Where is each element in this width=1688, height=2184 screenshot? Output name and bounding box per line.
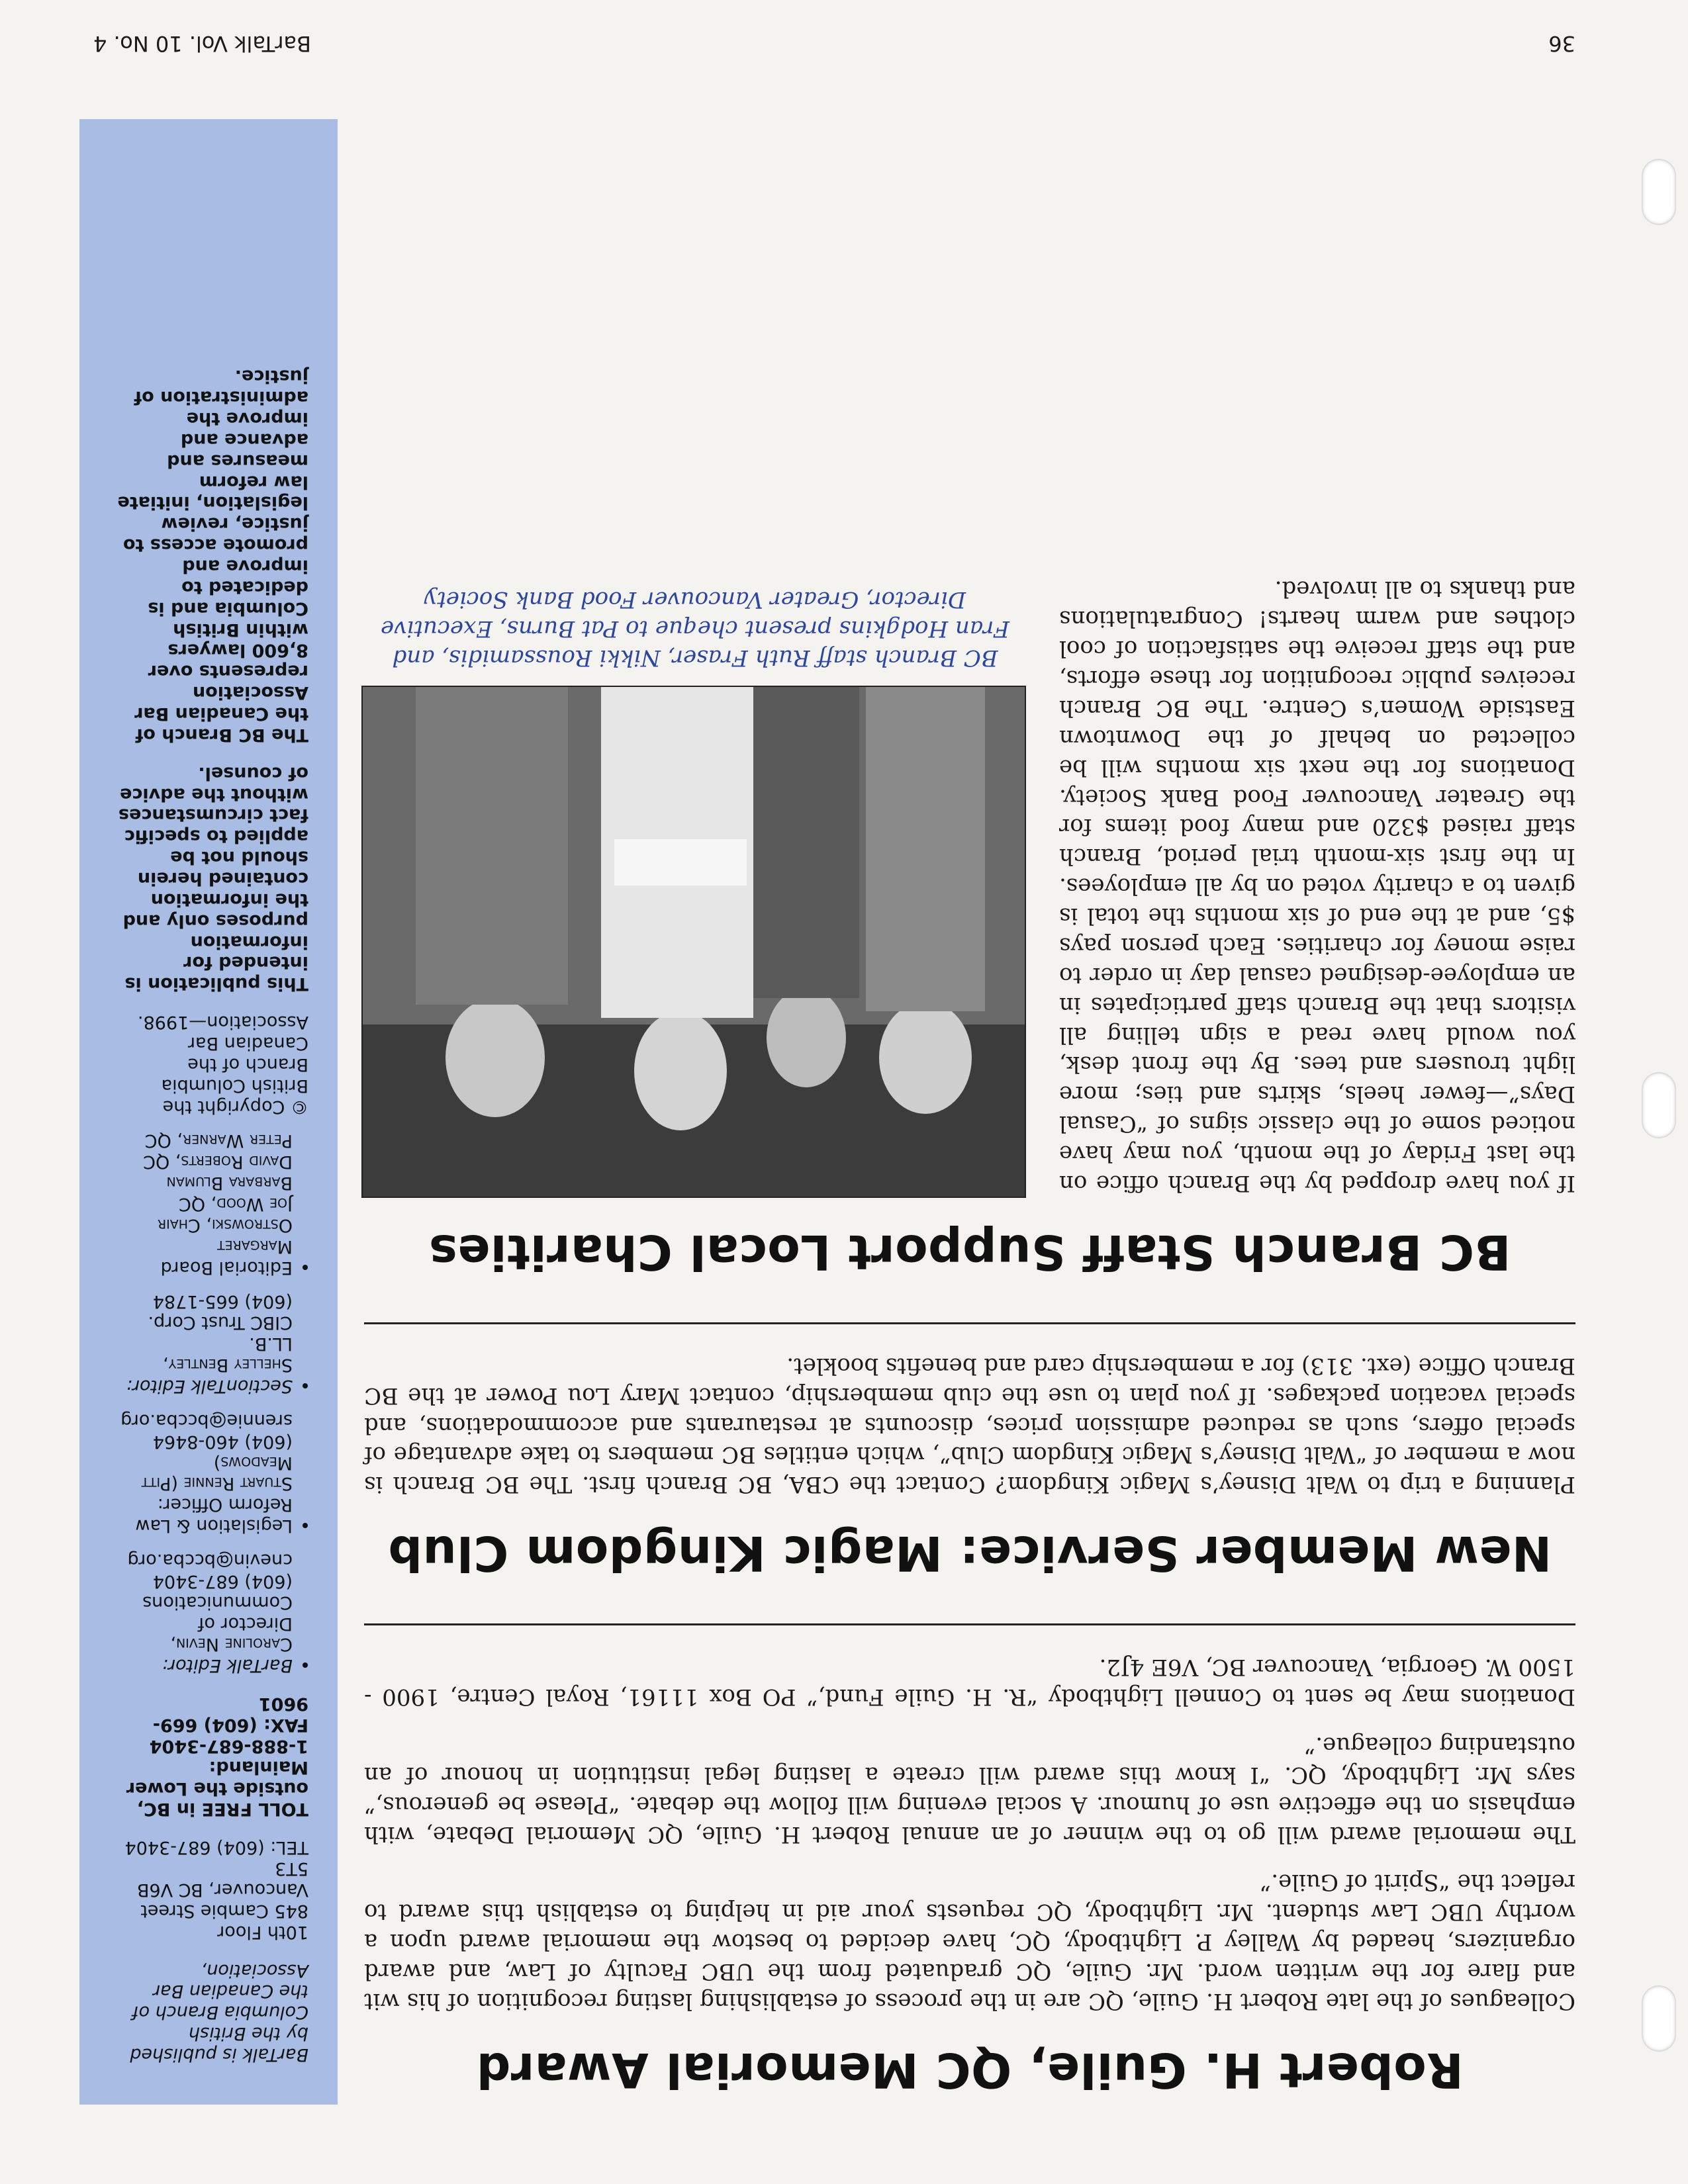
contact-line: Meadows): [213, 1452, 293, 1473]
tollfree-line: outside the Lower: [126, 1778, 308, 1799]
article-title: Robert H. Guile, QC Memorial Award: [476, 2042, 1464, 2098]
contact-line: David Roberts, QC: [143, 1152, 293, 1173]
address-line: 10th Floor: [217, 1921, 308, 1942]
contact-line: Communications: [142, 1592, 293, 1613]
contact-line: Peter Warner, QC: [144, 1130, 293, 1152]
contact-role: • BarTalk Editor:: [162, 1655, 293, 1676]
contact-line: Director of: [197, 1613, 293, 1634]
contact-line: CIBC Trust Corp.: [148, 1312, 293, 1334]
fax-line: FAX: (604) 669-9601: [152, 1694, 308, 1735]
about-note: The BC Branch of the Canadian Bar Association represents over 8,600 lawyers within British Columbia and is dedicated to improve and promote access to justice, review legislation, initiate law reform measures and advance and improve the administration of justice.: [117, 366, 308, 745]
paragraph: Colleagues of the late Robert H. Guile, QC are in the process of establishing lasting recognition of his wit and flare for the written word. Mr. Guile, QC graduated from the UBC Faculty of Law, and award organizers, headed by Walley P. Lightbody, QC, have decided to bestow the memorial award upon a worthy UBC Law student. Mr. Lightbody, QC requests your aid in helping to establish this award to reflect the “Spirit of Guile.”: [364, 1869, 1575, 2015]
article-guile: [364, 1652, 1575, 2098]
address-block: [106, 1837, 308, 1942]
contact-role: • SectionTalk Editor:: [126, 1375, 293, 1396]
photo-caption: BC Branch staff Ruth Fraser, Nikki Roussamidis, and Fran Hodgkins present cheque to Pat Burns, Executive Director, Greater Vancouver Food Bank Society: [381, 586, 1009, 671]
article-text: [1059, 574, 1575, 1198]
contact-line: Shelley Bentley,: [163, 1355, 293, 1376]
copyright-note: © Copyright the British Columbia Branch of the Canadian Bar Association—1998.: [137, 1012, 308, 1117]
disclaimer-note: This publication is intended for information purposes only and the information contained herein should not be applied to specific fact circumstances without the advice of counsel.: [118, 762, 308, 995]
page-number: 36: [1548, 31, 1575, 56]
cheque-presentation-photo: [361, 686, 1026, 1198]
article-title: BC Branch Staff Support Local Charities: [428, 1224, 1511, 1280]
section-divider: [364, 1623, 1575, 1625]
address-line: 845 Cambie Street: [140, 1900, 308, 1921]
binder-hole: [1642, 1985, 1676, 2052]
address-line: Vancouver, BC V6B 5T3: [136, 1858, 308, 1900]
contact-entry: [106, 1549, 293, 1676]
contact-line: Joe Wood, QC: [178, 1194, 293, 1215]
contact-email[interactable]: cnevin@bccba.org: [127, 1549, 293, 1570]
contact-role: • Editorial Board: [160, 1257, 293, 1278]
masthead-sidebar: [79, 119, 338, 2105]
contact-role: • Legislation & Law Reform Officer:: [135, 1494, 293, 1537]
contact-entry: [106, 1130, 293, 1278]
tollfree-line: TOLL FREE in BC,: [136, 1799, 308, 1820]
article-magic-kingdom: [364, 1351, 1575, 1581]
photo-block: [364, 584, 1026, 1198]
contact-line: Stuart Rennie (Pitt: [141, 1473, 293, 1494]
contact-line: Barbara Bluman: [166, 1173, 293, 1194]
contact-line: (604) 687-3404: [152, 1570, 293, 1592]
contact-line: (604) 665-1784: [152, 1291, 293, 1312]
contact-line: Margaret: [216, 1236, 293, 1257]
phone-line: TEL: (604) 687-3404: [124, 1837, 308, 1858]
binder-hole: [1642, 1072, 1676, 1138]
issue-footer: BarTalk Vol. 10 No. 4: [93, 31, 311, 56]
article-charities: [364, 574, 1575, 1280]
article-body: [364, 574, 1575, 1198]
article-title: New Member Service: Magic Kingdom Club: [387, 1525, 1552, 1582]
contact-line: LL.B.: [249, 1334, 293, 1355]
contact-entry: [106, 1410, 293, 1536]
contact-line: Ostrowski, Chair: [157, 1214, 293, 1236]
tollfree-line: Mainland:: [209, 1756, 308, 1778]
contacts-list: [106, 1130, 308, 1676]
contact-line: Caroline Nevin,: [170, 1634, 293, 1655]
main-column: [364, 556, 1575, 2098]
section-divider: [364, 1322, 1575, 1324]
paragraph: The memorial award will go to the winner of an annual Robert H. Guile, QC Memorial Debate, with emphasis on the effective use of humour. A social evening will follow the debate. “Please be generous,” says Mr. Lightbody, QC. “I know this award will create a lasting legal institution in honour of an outstanding colleague.”: [364, 1732, 1575, 1848]
tollfree-line: 1-888-687-3404: [149, 1735, 308, 1756]
contact-line: (604) 460-8464: [152, 1431, 293, 1452]
paragraph: Donations may be sent to Connell Lightbody “R. H. Guile Fund,” PO Box 11161, Royal Centre, 1900 - 1500 W. Georgia, Vancouver BC, V6E 4J2.: [364, 1654, 1575, 1711]
contact-entry: [106, 1291, 293, 1396]
contact-email[interactable]: srennie@bccba.org: [120, 1410, 293, 1431]
paragraph: Planning a trip to Walt Disney’s Magic Kingdom? Contact the CBA, BC Branch first. The BC Branch is now a member of “Walt Disney’s Magic Kingdom Club”, which entitles BC members to take advantage of special offers, such as reduced admission prices, discounts at restaurants and accommodations, and special vacation packages. If you plan to use the club membership, contact Mary Lou Power at the BC Branch Office (ext. 313) for a membership card and benefits booklet.: [364, 1352, 1575, 1498]
publisher-note: BarTalk is published by the British Columbia Branch of the Canadian Bar Association,: [130, 1960, 308, 2065]
binder-hole: [1642, 159, 1676, 225]
tollfree-block: [106, 1693, 308, 1819]
paragraph: If you have dropped by the Branch office on the last Friday of the month, you may have noticed some of the classic signs of “Casual Days”—fewer heels, skirts and ties; more light trousers and tees. By the front desk, you would have read a sign telling all visitors that the Branch staff participates in an employee-designed casual day in order to raise money for charities. Each person pays $5, and at the end of six months the total is given to a charity voted on by all employees. In the first six-month trial period, Branch staff raised $320 and many food items for the Greater Vancouver Food Bank Society. Donations for the next six months will be collected on behalf of the Downtown Eastside Women’s Centre. The BC Branch receives public recognition for these efforts, and the staff receive the satisfaction of cool clothes and warm hearts! Congratulations and thanks to all involved.: [1059, 576, 1575, 1197]
